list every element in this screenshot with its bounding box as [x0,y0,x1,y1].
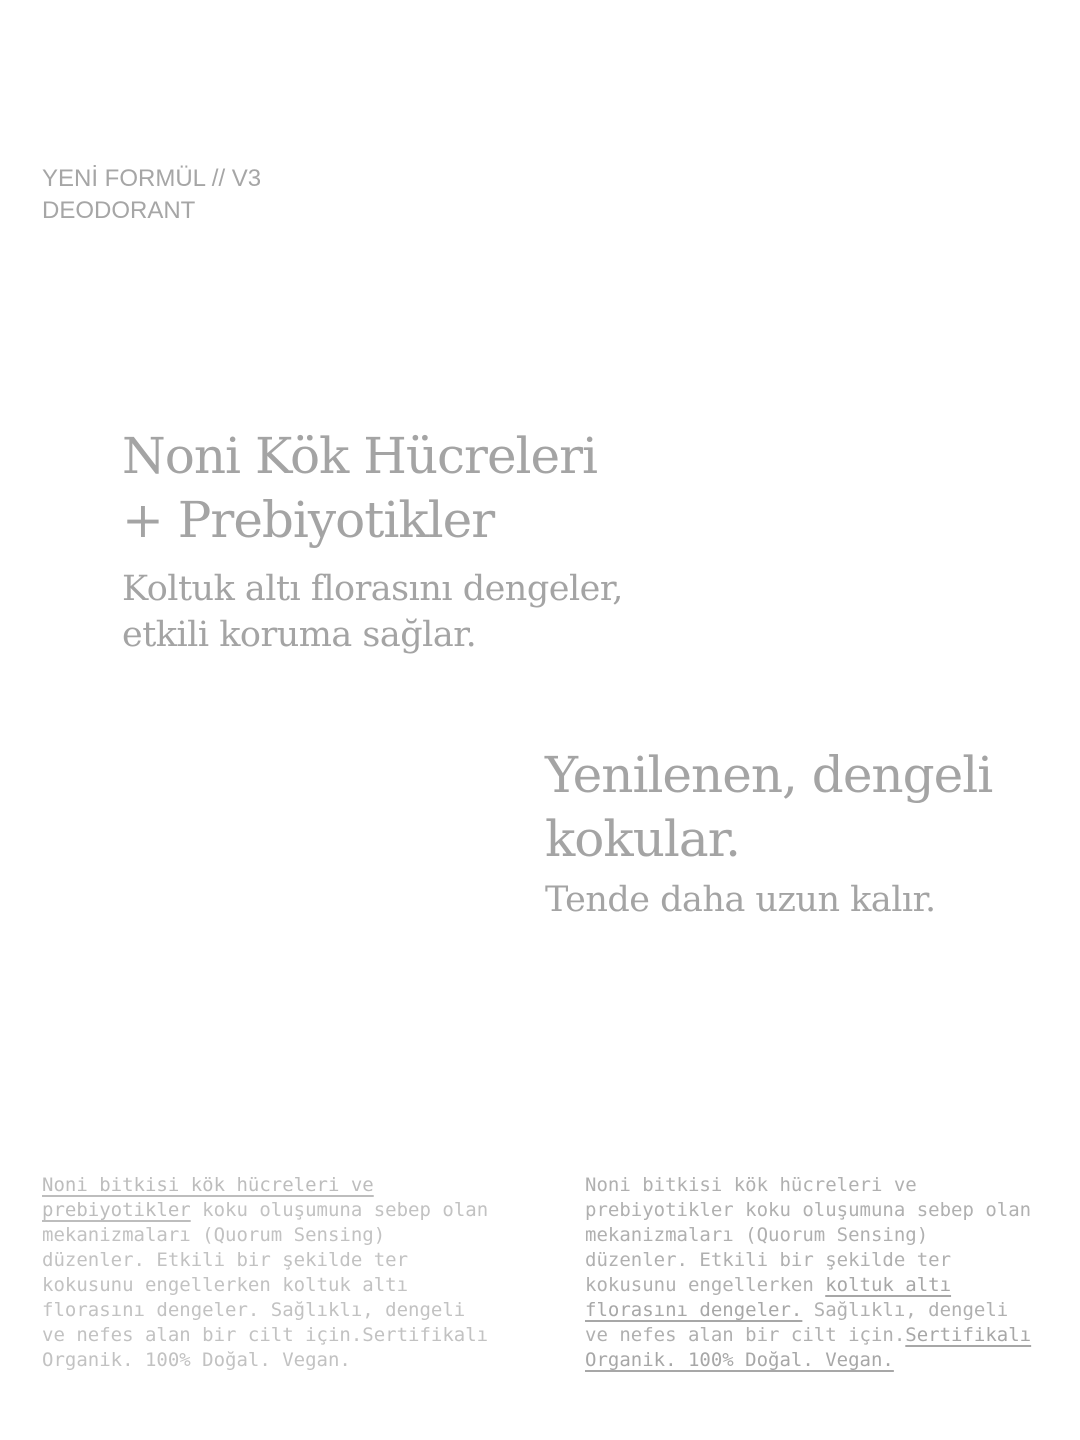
body-text-left [42,1173,542,1373]
feature-headline-line: Yenilenen, dengeli [545,746,993,804]
body-line [42,1173,542,1198]
feature-block-scent [545,743,1065,923]
body-line: Organik. 100% Doğal. Vegan. [42,1349,351,1371]
body-line: mekanizmaları (Quorum Sensing) [585,1224,929,1246]
underlined-text: Sertifikalı [905,1324,1032,1346]
body-line: Noni bitkisi kök hücreleri ve [585,1174,917,1196]
body-line: mekanizmaları (Quorum Sensing) [42,1224,386,1246]
feature-headline-line: kokular. [545,810,741,868]
feature-headline [545,743,1065,871]
eyebrow-formula-label: YENİ FORMÜL // V3 [42,165,262,192]
body-line: kokusunu engellerken koltuk altı [42,1274,409,1296]
feature-subheadline [122,566,682,658]
underlined-text: florasını dengeler. [585,1299,803,1321]
body-text: ve nefes alan bir cilt için. [585,1324,906,1346]
feature-subheadline-line: Koltuk altı florasını dengeler, [122,569,623,609]
feature-subheadline [545,877,1065,923]
body-line: florasını dengeler. Sağlıklı, dengeli [42,1299,466,1321]
feature-headline-line: Noni Kök Hücreleri [122,427,598,485]
body-line [585,1323,1080,1348]
body-text: Sağlıklı, dengeli [802,1299,1009,1321]
body-line [585,1348,1080,1373]
body-text: koku oluşumuna sebep olan [190,1199,489,1221]
body-line [585,1298,1080,1323]
body-line: düzenler. Etkili bir şekilde ter [42,1249,409,1271]
underlined-text: Organik. 100% Doğal. Vegan. [585,1349,894,1371]
body-line: düzenler. Etkili bir şekilde ter [585,1249,952,1271]
eyebrow [42,163,261,227]
body-text: kokusunu engellerken [585,1274,826,1296]
feature-headline [122,424,682,552]
underlined-text: koltuk altı [825,1274,952,1296]
feature-headline-line: + Prebiyotikler [122,491,495,549]
eyebrow-product-label: DEODORANT [42,197,196,224]
underlined-text: Noni bitkisi kök hücreleri ve [42,1174,374,1196]
body-text-right [585,1173,1080,1373]
feature-subheadline-line: etkili koruma sağlar. [122,615,477,655]
body-line [585,1273,1080,1298]
feature-block-noni [122,424,682,658]
body-line: ve nefes alan bir cilt için.Sertifikalı [42,1324,489,1346]
body-line [42,1198,542,1223]
underlined-text: prebiyotikler [42,1199,191,1221]
body-line: prebiyotikler koku oluşumuna sebep olan [585,1199,1032,1221]
feature-subheadline-line: Tende daha uzun kalır. [545,880,936,920]
